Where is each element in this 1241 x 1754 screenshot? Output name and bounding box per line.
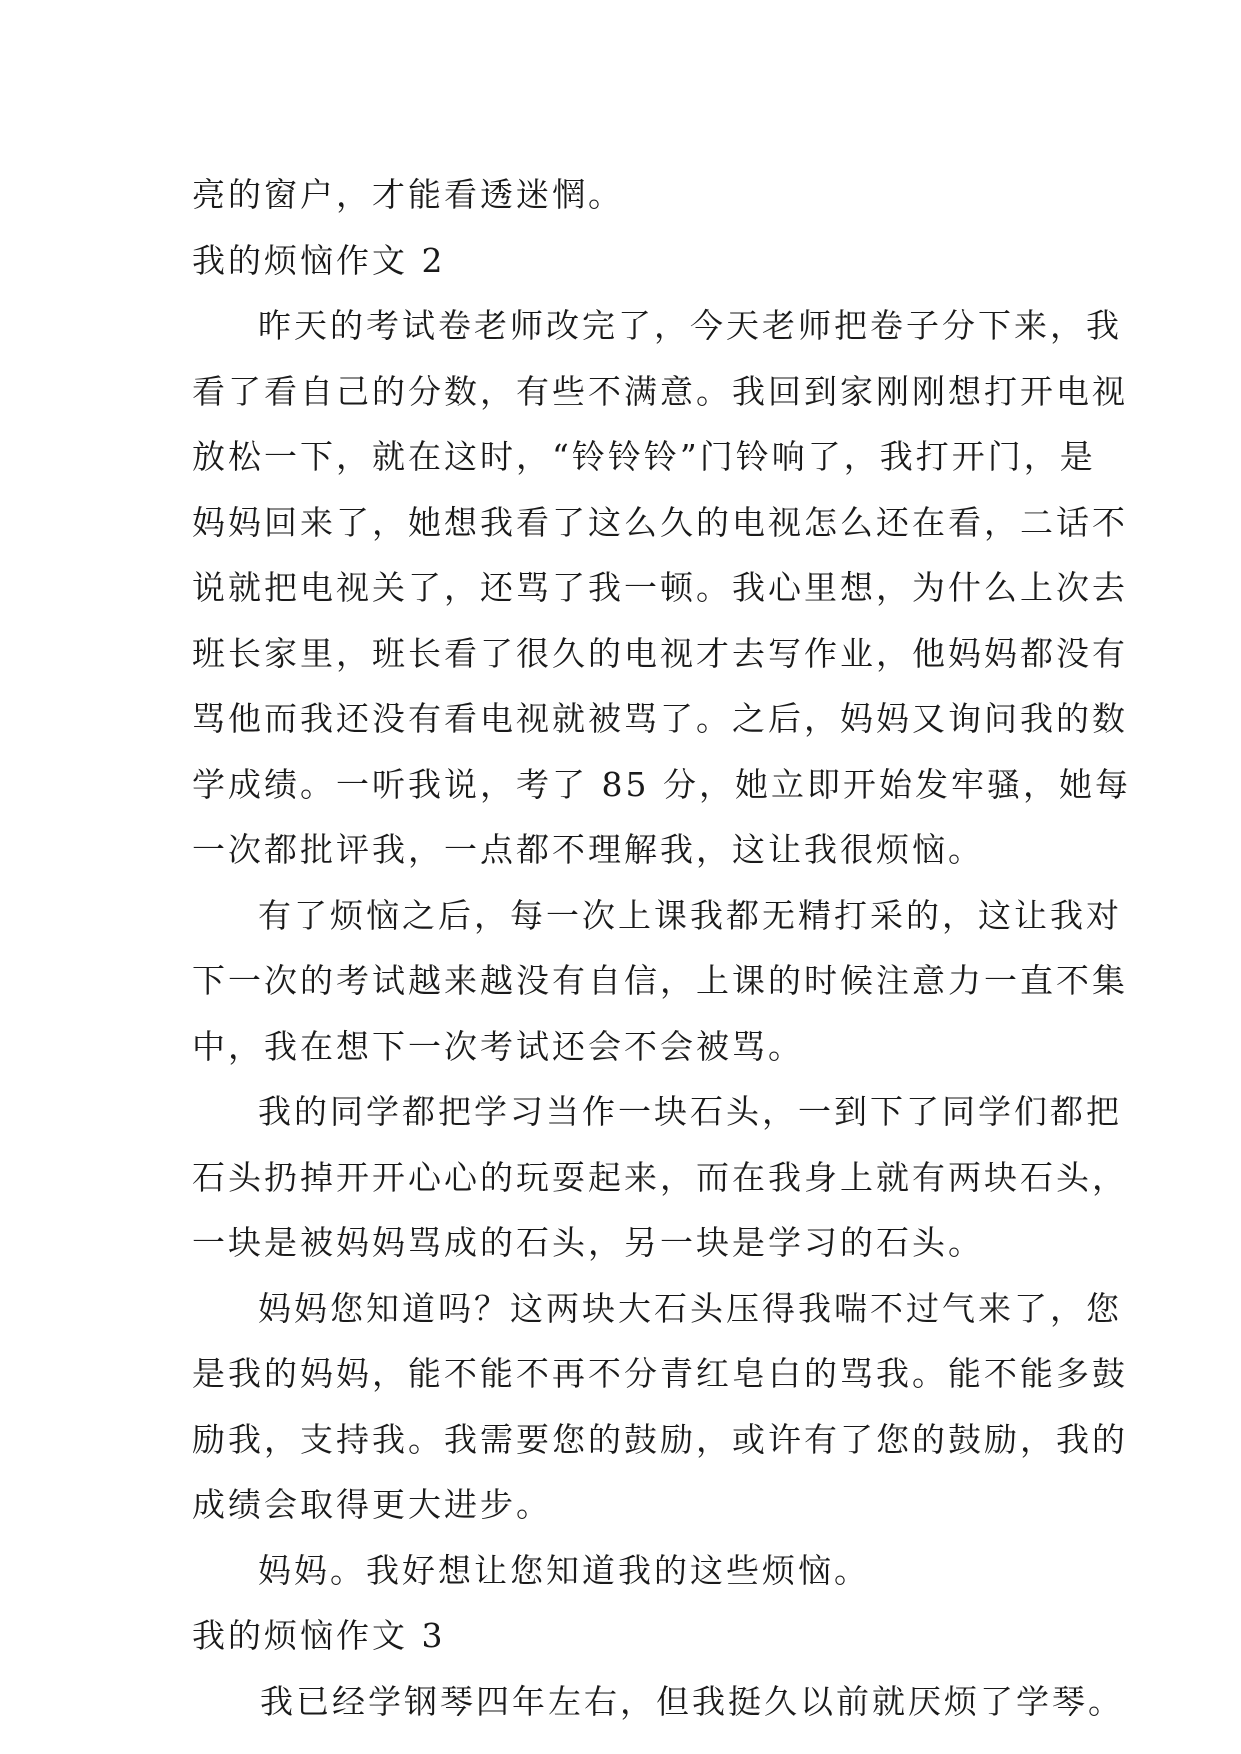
paragraph-line: 我的同学都把学习当作一块石头，一到下了同学们都把 xyxy=(258,1092,1122,1131)
paragraph-line: 亮的窗户，才能看透迷惘。 xyxy=(192,175,624,214)
document-body xyxy=(192,162,1131,1734)
section-heading: 我的烦恼作文 2 xyxy=(192,240,446,280)
paragraph-line: 石头扔掉开开心心的玩耍起来，而在我身上就有两块石头， xyxy=(192,1157,1128,1197)
paragraph-line: 下一次的考试越来越没有自信，上课的时候注意力一直不集 xyxy=(192,961,1128,1000)
paragraph-line: 一次都批评我，一点都不理解我，这让我很烦恼。 xyxy=(192,830,984,869)
paragraph-line: 班长家里，班长看了很久的电视才去写作业，他妈妈都没有 xyxy=(192,633,1128,673)
section-heading: 我的烦恼作文 3 xyxy=(192,1616,446,1655)
paragraph-line: 有了烦恼之后，每一次上课我都无精打采的，这让我对 xyxy=(258,895,1122,935)
paragraph-line: 看了看自己的分数，有些不满意。我回到家刚刚想打开电视 xyxy=(192,371,1128,411)
paragraph-line: 中，我在想下一次考试还会不会被骂。 xyxy=(192,1026,804,1066)
paragraph-line: 励我，支持我。我需要您的鼓励，或许有了您的鼓励，我的 xyxy=(192,1419,1128,1459)
paragraph-line: 放松一下，就在这时，“铃铃铃”门铃响了，我打开门，是 xyxy=(192,437,1096,476)
paragraph-line: 妈妈回来了，她想我看了这么久的电视怎么还在看，二话不 xyxy=(192,502,1128,542)
paragraph-line: 说就把电视关了，还骂了我一顿。我心里想，为什么上次去 xyxy=(192,568,1128,607)
paragraph-line: 一块是被妈妈骂成的石头，另一块是学习的石头。 xyxy=(192,1223,984,1262)
paragraph-line: 是我的妈妈，能不能不再不分青红皂白的骂我。能不能多鼓 xyxy=(192,1354,1128,1393)
paragraph-line: 我已经学钢琴四年左右，但我挺久以前就厌烦了学琴。 xyxy=(260,1681,1124,1721)
paragraph-line: 骂他而我还没有看电视就被骂了。之后，妈妈又询问我的数 xyxy=(192,699,1128,738)
paragraph-line: 妈妈您知道吗？这两块大石头压得我喘不过气来了，您 xyxy=(258,1288,1122,1328)
paragraph-line: 昨天的考试卷老师改完了，今天老师把卷子分下来，我 xyxy=(258,306,1122,345)
paragraph-line: 成绩会取得更大进步。 xyxy=(192,1485,552,1524)
paragraph-line: 学成绩。一听我说，考了 85 分，她立即开始发牢骚，她每 xyxy=(192,764,1131,804)
paragraph-line: 妈妈。我好想让您知道我的这些烦恼。 xyxy=(258,1550,870,1590)
